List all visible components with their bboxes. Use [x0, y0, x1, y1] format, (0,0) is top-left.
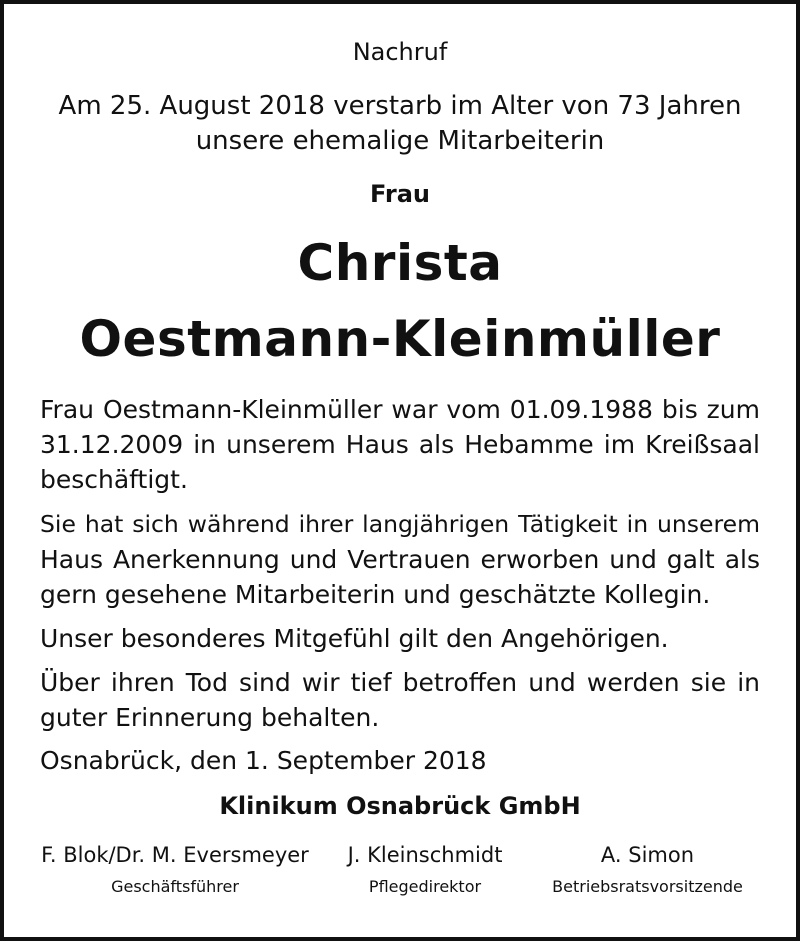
paragraph-1-line-2: 31.12.2009 in unserem Haus als Hebamme im Kreißsaal — [40, 430, 760, 459]
signatory-3-name: A. Simon — [600, 843, 695, 867]
signatory-1-title: Geschäftsführer — [111, 877, 239, 896]
place-date: Osnabrück, den 1. September 2018 — [40, 746, 487, 775]
intro-line-2: unsere ehemalige Mitarbeiterin — [195, 126, 605, 156]
paragraph-3-line-1: Unser besonderes Mitgefühl gilt den Angehörigen. — [40, 624, 669, 653]
paragraph-1-line-3: beschäftigt. — [40, 465, 188, 494]
signatory-3-title: Betriebsratsvorsitzende — [552, 877, 743, 896]
signatory-3 — [535, 843, 760, 896]
signatory-2-title: Pflegedirektor — [368, 877, 482, 896]
heading: Nachruf — [352, 38, 448, 66]
signatory-2-name: J. Kleinschmidt — [347, 843, 503, 867]
paragraph-1-line-1: Frau Oestmann-Kleinmüller war vom 01.09.1988 bis zum — [40, 395, 760, 424]
deceased-first-name: Christa — [297, 234, 503, 292]
paragraph-4-line-1: Über ihren Tod sind wir tief betroffen und werden sie in — [40, 668, 760, 697]
paragraph-2-line-1: Sie hat sich während ihrer langjährigen Tätigkeit in unserem — [40, 510, 760, 538]
intro-line-1: Am 25. August 2018 verstarb im Alter von 73 Jahren — [58, 91, 742, 121]
paragraph-4-line-2: guter Erinnerung behalten. — [40, 703, 380, 732]
paragraph-2-line-3: gern gesehene Mitarbeiterin und geschätzte Kollegin. — [40, 580, 711, 609]
signatory-2 — [330, 843, 520, 896]
signatory-1-name: F. Blok/Dr. M. Eversmeyer — [41, 843, 309, 867]
deceased-last-name: Oestmann-Kleinmüller — [79, 310, 721, 368]
organization-name: Klinikum Osnabrück GmbH — [219, 792, 581, 820]
paragraph-2-line-2: Haus Anerkennung und Vertrauen erworben und galt als — [40, 545, 760, 574]
salutation: Frau — [370, 180, 430, 208]
signatory-1 — [30, 843, 320, 896]
